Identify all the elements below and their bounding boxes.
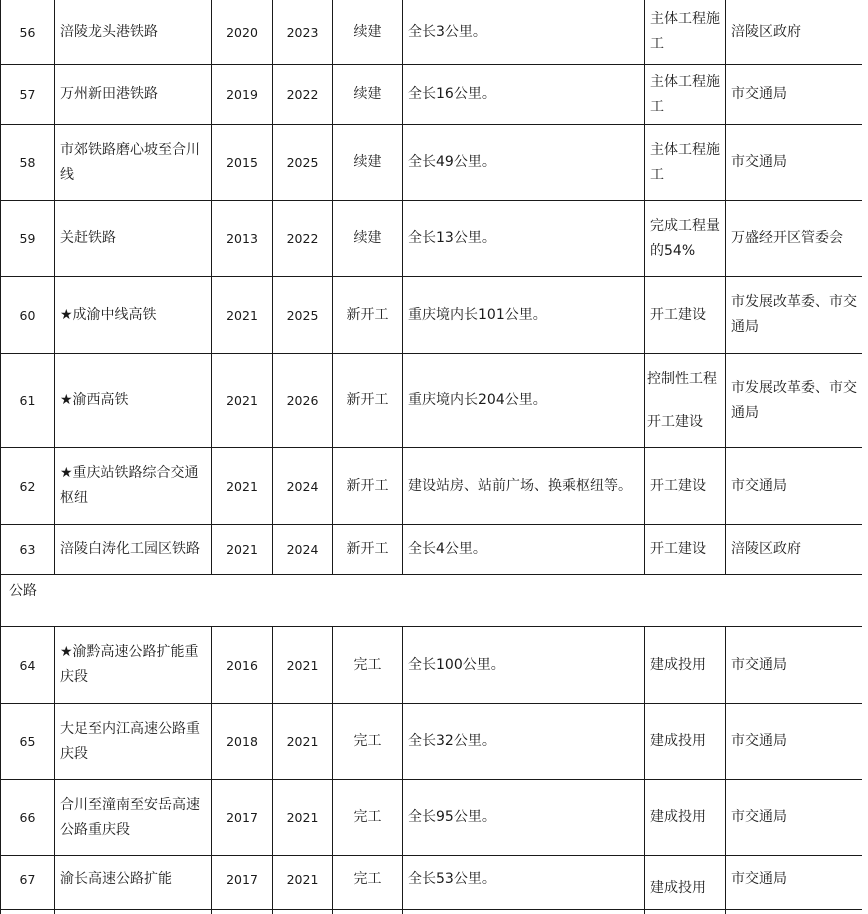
- responsible-unit: 市交通局: [726, 627, 863, 704]
- build-content: 全长49公里。: [403, 125, 645, 201]
- build-content: 全长95公里。: [403, 780, 645, 856]
- build-content: 全长4公里。: [403, 525, 645, 575]
- end-year: 2022: [273, 201, 333, 277]
- table-row: [1, 201, 863, 277]
- table-row: [1, 856, 863, 910]
- row-number: 66: [1, 780, 55, 856]
- project-name: ★成渝中线高铁: [55, 277, 212, 354]
- table-row-partial: [1, 910, 863, 914]
- start-year: 2021: [212, 448, 273, 525]
- build-type: 新开工: [333, 525, 403, 575]
- section-label: 公路: [1, 575, 863, 627]
- row-number: 62: [1, 448, 55, 525]
- annual-goal: 主体工程施工: [645, 0, 726, 65]
- table-row: [1, 354, 863, 448]
- annual-goal: 开工建设: [645, 525, 726, 575]
- row-number: 64: [1, 627, 55, 704]
- annual-goal-line: 控制性工程: [647, 370, 717, 387]
- end-year: 2024: [273, 448, 333, 525]
- responsible-unit: 市交通局: [726, 125, 863, 201]
- responsible-unit: 市交通局: [726, 856, 863, 910]
- build-type: 续建: [333, 0, 403, 65]
- responsible-unit: 市交通局: [726, 780, 863, 856]
- build-type: 完工: [333, 780, 403, 856]
- build-type: 新开工: [333, 354, 403, 448]
- project-name: 渝长高速公路扩能: [55, 856, 212, 910]
- row-number: 67: [1, 856, 55, 910]
- table-row: [1, 65, 863, 125]
- row-number: 58: [1, 125, 55, 201]
- end-year: 2021: [273, 856, 333, 910]
- project-name: 涪陵白涛化工园区铁路: [55, 525, 212, 575]
- end-year: 2025: [273, 277, 333, 354]
- build-type: 续建: [333, 65, 403, 125]
- build-type: 续建: [333, 201, 403, 277]
- row-number: 60: [1, 277, 55, 354]
- end-year: 2022: [273, 65, 333, 125]
- build-content: 全长100公里。: [403, 627, 645, 704]
- build-content: 重庆境内长101公里。: [403, 277, 645, 354]
- end-year: 2023: [273, 0, 333, 65]
- build-type: 完工: [333, 856, 403, 910]
- build-content: 全长3公里。: [403, 0, 645, 65]
- table-row: [1, 525, 863, 575]
- annual-goal: 主体工程施工: [645, 65, 726, 125]
- responsible-unit: 市交通局: [726, 65, 863, 125]
- build-content: 建设站房、站前广场、换乘枢纽等。: [403, 448, 645, 525]
- start-year: 2019: [212, 65, 273, 125]
- responsible-unit: 万盛经开区管委会: [726, 201, 863, 277]
- responsible-unit: 市发展改革委、市交通局: [726, 354, 863, 448]
- row-number: 59: [1, 201, 55, 277]
- start-year: 2021: [212, 525, 273, 575]
- build-type: 完工: [333, 627, 403, 704]
- table-row: [1, 448, 863, 525]
- start-year: 2017: [212, 856, 273, 910]
- start-year: 2013: [212, 201, 273, 277]
- table-row: [1, 125, 863, 201]
- row-number: 61: [1, 354, 55, 448]
- build-type: 新开工: [333, 448, 403, 525]
- build-type: 完工: [333, 704, 403, 780]
- annual-goal: 建成投用: [645, 780, 726, 856]
- responsible-unit: 市发展改革委、市交通局: [726, 277, 863, 354]
- build-content: 全长53公里。: [403, 856, 645, 910]
- project-name: 合川至潼南至安岳高速公路重庆段: [55, 780, 212, 856]
- end-year: 2021: [273, 780, 333, 856]
- table-row: [1, 277, 863, 354]
- annual-goal: 建成投用: [645, 704, 726, 780]
- responsible-unit: 市交通局: [726, 448, 863, 525]
- annual-goal: 建成投用: [645, 856, 726, 910]
- annual-goal: 完成工程量的54%: [645, 201, 726, 277]
- end-year: 2021: [273, 627, 333, 704]
- project-name: 关赶铁路: [55, 201, 212, 277]
- annual-goal: 开工建设: [645, 448, 726, 525]
- end-year: 2024: [273, 525, 333, 575]
- end-year: 2021: [273, 704, 333, 780]
- start-year: 2021: [212, 277, 273, 354]
- responsible-unit: 涪陵区政府: [726, 525, 863, 575]
- start-year: 2018: [212, 704, 273, 780]
- build-content: 全长32公里。: [403, 704, 645, 780]
- build-content: 全长13公里。: [403, 201, 645, 277]
- start-year: 2020: [212, 0, 273, 65]
- project-name: ★渝西高铁: [55, 354, 212, 448]
- end-year: 2025: [273, 125, 333, 201]
- start-year: 2016: [212, 627, 273, 704]
- row-number: 57: [1, 65, 55, 125]
- annual-goal: [645, 354, 726, 448]
- start-year: 2015: [212, 125, 273, 201]
- table-row: [1, 627, 863, 704]
- project-name: ★重庆站铁路综合交通枢纽: [55, 448, 212, 525]
- responsible-unit: 市交通局: [726, 704, 863, 780]
- project-name: 万州新田港铁路: [55, 65, 212, 125]
- row-number: 65: [1, 704, 55, 780]
- table-row: [1, 780, 863, 856]
- start-year: 2021: [212, 354, 273, 448]
- row-number: 56: [1, 0, 55, 65]
- build-type: 新开工: [333, 277, 403, 354]
- responsible-unit: 涪陵区政府: [726, 0, 863, 65]
- annual-goal-line: 开工建设: [647, 413, 703, 430]
- project-name: 大足至内江高速公路重庆段: [55, 704, 212, 780]
- project-name: ★渝黔高速公路扩能重庆段: [55, 627, 212, 704]
- project-name: 涪陵龙头港铁路: [55, 0, 212, 65]
- table-row: [1, 0, 863, 65]
- annual-goal: 建成投用: [645, 627, 726, 704]
- row-number: 63: [1, 525, 55, 575]
- table-row: [1, 704, 863, 780]
- annual-goal: 主体工程施工: [645, 125, 726, 201]
- section-row: [1, 575, 863, 627]
- build-type: 续建: [333, 125, 403, 201]
- project-name: 市郊铁路磨心坡至合川线: [55, 125, 212, 201]
- end-year: 2026: [273, 354, 333, 448]
- build-content: 重庆境内长204公里。: [403, 354, 645, 448]
- start-year: 2017: [212, 780, 273, 856]
- annual-goal: 开工建设: [645, 277, 726, 354]
- build-content: 全长16公里。: [403, 65, 645, 125]
